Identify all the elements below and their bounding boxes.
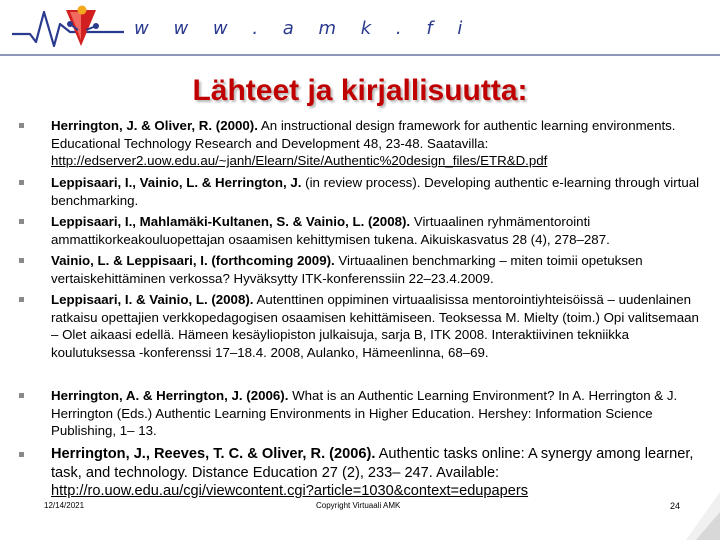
reference-authors: Vainio, L. & Leppisaari, I. (forthcoming 2009). (51, 253, 335, 268)
reference-link[interactable]: http://edserver2.uow.edu.au/~janh/Elearn/Site/Authentic%20design_files/ETR&D.pdf (51, 153, 548, 169)
reference-item (51, 387, 701, 440)
reference-text: Virtuaalinen benchmarking – miten toimii opetuksen vertaiskehittäminen verkossa? Hyväksytty ITK-konferenssiin 22–23.4.2009. (51, 253, 643, 286)
reference-text: Virtuaalinen ryhmämentorointi ammattikorkeakouluopettajan osaamisen kehittymisen tukena. Aikuiskasvatus 28 (4), 278–287. (51, 214, 610, 247)
reference-item (51, 213, 701, 248)
slide-header (0, 0, 720, 70)
header-divider (0, 54, 720, 56)
reference-authors: Herrington, A. & Herrington, J. (2006). (51, 388, 289, 403)
bullet-icon (19, 123, 24, 128)
reference-authors: Leppisaari, I., Mahlamäki-Kultanen, S. & Vainio, L. (2008). (51, 214, 411, 229)
slide-title: Lähteet ja kirjallisuutta: (192, 74, 528, 107)
reference-item (51, 117, 701, 170)
bullet-icon (19, 180, 24, 185)
bullet-icon (19, 297, 24, 302)
reference-item (51, 252, 701, 287)
site-url: w w w . a m k . f i (134, 18, 472, 39)
reference-text: What is an Authentic Learning Environment? In A. Herrington & J. Herrington (Eds.) Authentic Learning Environments in Higher Education. Hershey: Information Science Publishing, 1– 13. (51, 388, 678, 439)
slide-number: 24 (670, 501, 681, 511)
reference-authors: Leppisaari, I. & Vainio, L. (2008). (51, 292, 254, 307)
bullet-icon (19, 258, 24, 263)
page-curl-icon (686, 492, 720, 540)
reference-authors: Herrington, J., Reeves, T. C. & Oliver, R. (2006). (51, 446, 376, 462)
reference-item (51, 445, 701, 501)
reference-link[interactable]: http://ro.uow.edu.au/cgi/viewcontent.cgi?article=1030&context=edupapers (51, 483, 529, 499)
reference-item (51, 291, 701, 361)
reference-text: An instructional design framework for authentic learning environments. Educational Technology Research and Development 48, 23-48. Saatavilla: (51, 118, 676, 151)
bullet-icon (19, 452, 24, 457)
bullet-icon (19, 219, 24, 224)
footer-date: 12/14/2021 (44, 501, 85, 510)
reference-text: (in review process). Developing authentic e-learning through virtual benchmarking. (51, 175, 700, 208)
reference-text: Authentic tasks online: A synergy among learner, task, and technology. Distance Education 27 (2), 233– 247. Available: (51, 446, 694, 481)
footer-copyright: Copyright Virtuaali AMK (316, 501, 401, 510)
reference-item (51, 174, 701, 209)
bullet-icon (19, 393, 24, 398)
reference-text: Autenttinen oppiminen virtuaalisissa mentorointiyhteisöissä – uudenlainen ratkaisu opettajien verkkopedagogisen osaamisen kehittämiseen. Teoksessa M. Mielty (toim.) Opi valitsemaan – Olet aikaasi edellä. Hämeen kesäyliopiston julkaisuja, sarja B, ITK 2008. Interaktiivinen tekniikka koulutuksessa -konferenssi 17–18.4. 2008, Aulanko, Hämeenlinna, 68–69. (51, 292, 699, 360)
reference-authors: Leppisaari, I., Vainio, L. & Herrington, J. (51, 175, 302, 190)
reference-authors: Herrington, J. & Oliver, R. (2000). (51, 118, 258, 133)
amk-logo-icon (8, 2, 126, 52)
